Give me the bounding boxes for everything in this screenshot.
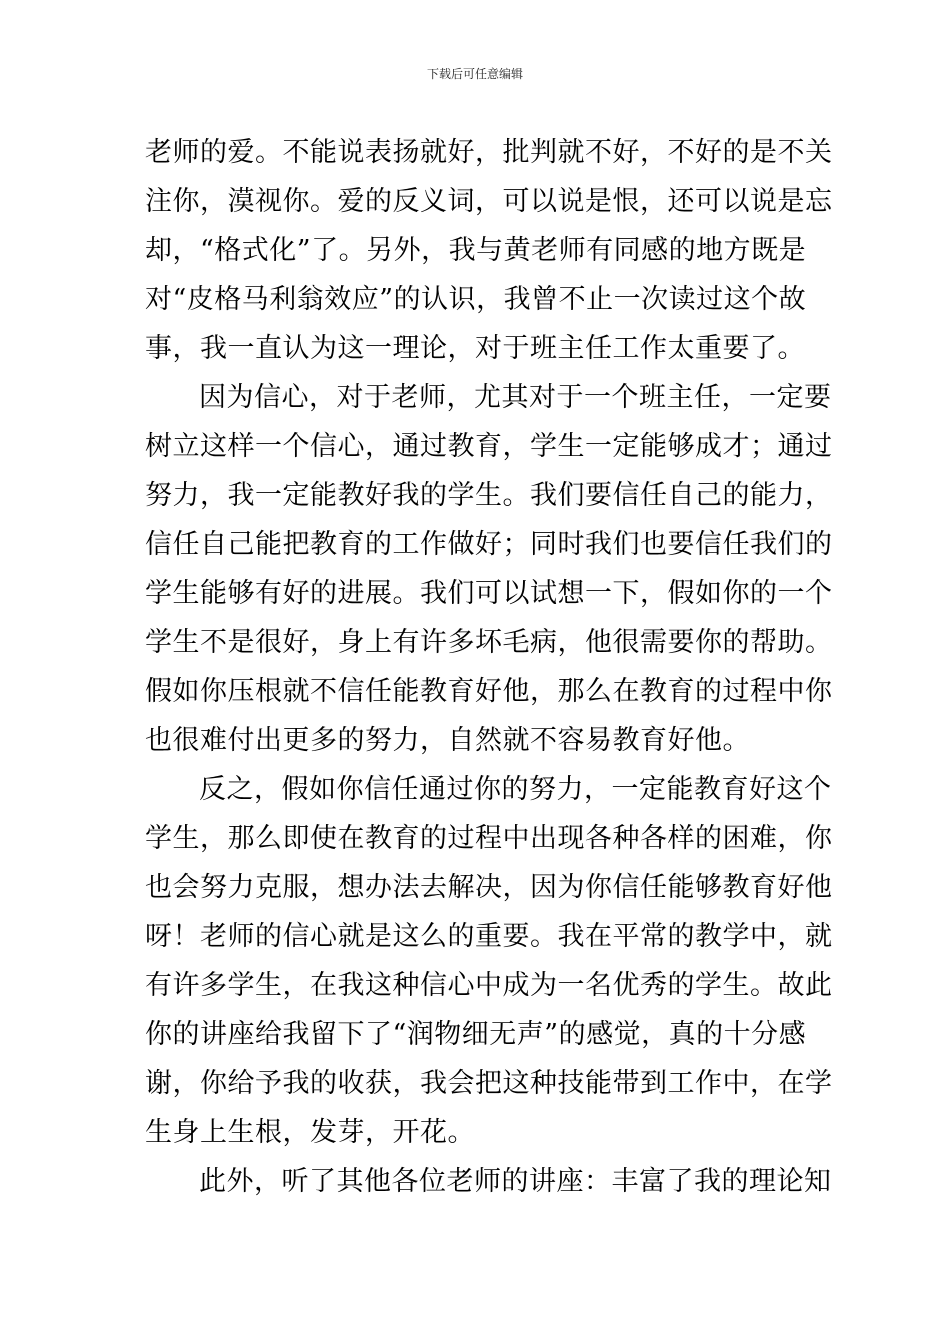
text-line: 假如你压根就不信任能教育好他，那么在教育的过程中你 bbox=[145, 676, 833, 707]
text-line: 努力，我一定能教好我的学生。我们要信任自己的能力， bbox=[145, 480, 833, 511]
text-line: 信任自己能把教育的工作做好；同时我们也要信任我们的 bbox=[145, 529, 833, 560]
text-line: 也会努力克服，想办法去解决，因为你信任能够教育好他 bbox=[145, 872, 833, 903]
text-line: 对“皮格马利翁效应”的认识，我曾不止一次读过这个故 bbox=[145, 284, 807, 315]
text-line: 学生，那么即使在教育的过程中出现各种各样的困难，你 bbox=[145, 823, 833, 854]
document-body bbox=[145, 128, 833, 1206]
text-line: 老师的爱。不能说表扬就好，批判就不好，不好的是不关 bbox=[145, 137, 833, 168]
text-line: 有许多学生，在我这种信心中成为一名优秀的学生。故此 bbox=[145, 970, 833, 1001]
text-line: 树立这样一个信心，通过教育，学生一定能够成才；通过 bbox=[145, 431, 833, 462]
header-note: 下载后可任意编辑 bbox=[426, 67, 523, 81]
text-line: 事，我一直认为这一理论，对于班主任工作太重要了。 bbox=[145, 333, 805, 364]
text-line: 谢，你给予我的收获，我会把这种技能带到工作中，在学 bbox=[145, 1068, 833, 1099]
paragraph-start-line: 反之，假如你信任通过你的努力，一定能教育好这个 bbox=[199, 774, 832, 805]
text-line: 学生能够有好的进展。我们可以试想一下，假如你的一个 bbox=[145, 578, 833, 609]
paragraph-start-line: 因为信心，对于老师，尤其对于一个班主任，一定要 bbox=[199, 382, 832, 413]
text-line: 呀！老师的信心就是这么的重要。我在平常的教学中，就 bbox=[145, 921, 833, 952]
text-line: 注你，漠视你。爱的反义词，可以说是恨，还可以说是忘 bbox=[145, 186, 833, 217]
text-line: 也很难付出更多的努力，自然就不容易教育好他。 bbox=[145, 725, 750, 756]
text-line: 生身上生根，发芽，开花。 bbox=[145, 1117, 475, 1148]
text-line: 你的讲座给我留下了“润物细无声”的感觉，真的十分感 bbox=[145, 1019, 807, 1050]
text-line: 学生不是很好，身上有许多坏毛病，他很需要你的帮助。 bbox=[145, 627, 833, 658]
text-line: 却，“格式化”了。另外，我与黄老师有同感的地方既是 bbox=[145, 235, 807, 266]
paragraph-start-line: 此外，听了其他各位老师的讲座：丰富了我的理论知 bbox=[199, 1166, 832, 1197]
